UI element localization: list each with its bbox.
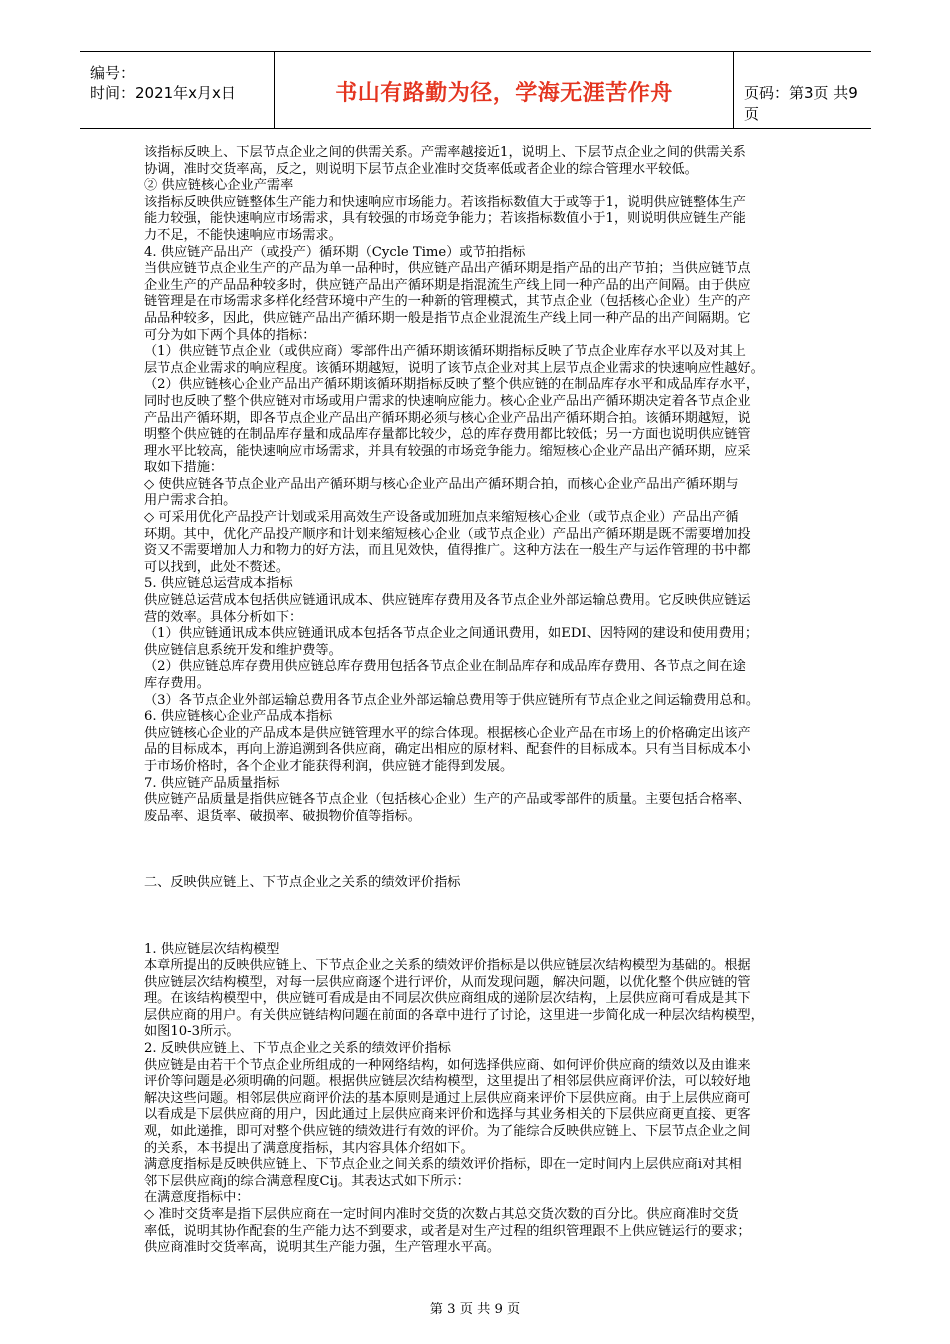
body-line: 层节点企业需求的响应程度。该循环期越短，说明了该节点企业对其上层节点企业需求的快速响应性越好。 — [144, 360, 764, 376]
body-line: （1）供应链节点企业（或供应商）零部件出产循环期该循环期指标反映了节点企业库存水平以及对其上 — [144, 344, 746, 360]
body-line: 品的目标成本，再向上游追溯到各供应商，确定出相应的原材料、配套件的目标成本。只有当目标成本小 — [144, 742, 751, 758]
body-line: 链管理是在市场需求多样化经营环境中产生的一种新的管理模式，其节点企业（包括核心企业）生产的产 — [144, 294, 751, 310]
body-line: 品品种较多，因此，供应链产品出产循环期一般是指节点企业混流生产线上同一种产品的出产间隔期。它 — [144, 310, 751, 326]
body-line: （1）供应链通讯成本供应链通讯成本包括各节点企业之间通讯费用，如EDI、因特网的建设和使用费用； — [144, 626, 759, 642]
body-line: 资又不需要增加人力和物力的好方法，而且见效快，值得推广。这种方法在一般生产与运作管理的书中都 — [144, 543, 751, 559]
body-line: 如图10-3所示。 — [144, 1024, 240, 1040]
body-line: ◇ 可采用优化产品投产计划或采用高效生产设备或加班加点来缩短核心企业（或节点企业）产品出产循 — [144, 510, 739, 526]
body-line: 4. 供应链产品出产（或投产）循环期（Cycle Time）或节拍指标 — [144, 244, 526, 260]
body-line: 1. 供应链层次结构模型 — [144, 941, 280, 957]
body-line: 7. 供应链产品质量指标 — [144, 775, 280, 791]
body-line: 供应链核心企业的产品成本是供应链管理水平的综合体现。根据核心企业产品在市场上的价格确定出该产 — [144, 725, 751, 741]
body-line: ◇ 准时交货率是指下层供应商在一定时间内准时交货的次数占其总交货次数的百分比。供应商准时交货 — [144, 1207, 739, 1222]
page-footer: 第 3 页 共 9 页 — [429, 1302, 521, 1317]
blank-line — [144, 925, 809, 942]
body-line: 二、反映供应链上、下节点企业之关系的绩效评价指标 — [144, 875, 461, 891]
body-line: 理。在该结构模型中，供应链可看成是由不同层次供应商组成的递阶层次结构，上层供应商可看成是其下 — [144, 991, 751, 1007]
blank-line — [144, 892, 809, 909]
body-line: 可分为如下两个具体的指标： — [144, 327, 316, 343]
header-meta-cell — [80, 52, 274, 128]
body-line: 理水平比较高，能快速响应市场需求，并具有较强的市场竞争能力。缩短核心企业产品出产循环期，应采 — [144, 443, 751, 459]
document-time-label: 时间：2021年x月x日 — [90, 84, 236, 102]
body-line: 该指标反映供应链整体生产能力和快速响应市场能力。若该指标数值大于或等于1，说明供应链整体生产 — [144, 194, 746, 210]
body-line: 产品出产循环期，即各节点企业产品出产循环期必须与核心企业产品出产循环期合拍。该循环期越短，说 — [144, 410, 751, 426]
body-line: 废品率、退货率、破损率、破损物价值等指标。 — [144, 808, 421, 824]
body-line: 以看成是下层供应商的用户，因此通过上层供应商来评价和选择与其业务相关的下层供应商更直接、更客 — [144, 1107, 751, 1123]
body-line: 的关系，本书提出了满意度指标，其内容具体介绍如下。 — [144, 1140, 474, 1156]
body-line: （3）各节点企业外部运输总费用各节点企业外部运输总费用等于供应链所有节点企业之间运输费用总和。 — [144, 692, 760, 708]
body-line: 于市场价格时，各个企业才能获得利润，供应链才能得到发展。 — [144, 758, 514, 774]
body-line: 营的效率。具体分析如下： — [144, 609, 303, 625]
document-body — [144, 145, 809, 1257]
body-line: 2. 反映供应链上、下节点企业之关系的绩效评价指标 — [144, 1041, 451, 1057]
body-line: 供应链是由若干个节点企业所组成的一种网络结构，如何选择供应商、如何评价供应商的绩效以及由谁来 — [144, 1057, 751, 1073]
body-line: 供应商准时交货率高，说明其生产能力强，生产管理水平高。 — [144, 1240, 501, 1256]
body-line: 该指标反映上、下层节点企业之间的供需关系。产需率越接近1，说明上、下层节点企业之间的供需关系 — [144, 145, 746, 160]
body-line: （2）供应链总库存费用供应链总库存费用包括各节点企业在制品库存和成品库存费用、各节点之间在途 — [144, 659, 746, 675]
body-line: 率低，说明其协作配套的生产能力达不到要求，或者是对生产过程的组织管理跟不上供应链运行的要求； — [144, 1223, 751, 1239]
body-line: 用户需求合拍。 — [144, 493, 237, 509]
body-line: 供应链产品质量是指供应链各节点企业（包括核心企业）生产的产品或零部件的质量。主要包括合格率、 — [144, 792, 751, 808]
header-motto-cell — [274, 52, 734, 128]
body-line: 供应链信息系统开发和维护费等。 — [144, 642, 342, 658]
body-line: 可以找到，此处不赘述。 — [144, 559, 290, 575]
body-line: ◇ 使供应链各节点企业产品出产循环期与核心企业产品出产循环期合拍，而核心企业产品出产循环期与 — [144, 476, 739, 492]
body-line: 邻下层供应商j的综合满意程度Cij。其表达式如下所示： — [144, 1173, 470, 1189]
body-line: 在满意度指标中： — [144, 1190, 250, 1206]
body-line: 本章所提出的反映供应链上、下节点企业之关系的绩效评价指标是以供应链层次结构模型为基础的。根据 — [144, 958, 751, 974]
body-line: 能力较强，能快速响应市场需求，具有较强的市场竞争能力；若该指标数值小于1，则说明供应链生产能 — [144, 211, 746, 227]
body-line: 取如下措施： — [144, 460, 224, 476]
body-line: 6. 供应链核心企业产品成本指标 — [144, 709, 333, 725]
body-line: 协调，准时交货率高，反之，则说明下层节点企业准时交货率低或者企业的综合管理水平较低。 — [144, 161, 698, 177]
body-line: 观，如此递推，即可对整个供应链的绩效进行有效的评价。为了能综合反映供应链上、下层节点企业之间 — [144, 1124, 751, 1140]
body-line: 同时也反映了整个供应链对市场或用户需求的快速响应能力。核心企业产品出产循环期决定着各节点企业 — [144, 393, 751, 409]
body-line: 环期。其中，优化产品投产顺序和计划来缩短核心企业（或节点企业）产品出产循环期是既不需要增加投 — [144, 526, 751, 542]
body-line: 层供应商的用户。有关供应链结构问题在前面的各章中进行了讨论，这里进一步简化成一种层次结构模型， — [144, 1007, 764, 1023]
body-line: 供应链层次结构模型，对每一层供应商逐个进行评价，从而发现问题，解决问题，以优化整个供应链的管 — [144, 974, 751, 990]
body-line: 解决这些问题。相邻层供应商评价法的基本原则是通过上层供应商来评价下层供应商。由于上层供应商可 — [144, 1090, 751, 1106]
body-line: 企业生产的产品品种较多时，供应链产品出产循环期是指混流生产线上同一种产品的出产间隔。由于供应 — [144, 277, 751, 293]
body-line: 满意度指标是反映供应链上、下节点企业之间关系的绩效评价指标，即在一定时间内上层供应商i对其相 — [144, 1157, 742, 1173]
page-header — [80, 51, 871, 129]
blank-line — [144, 825, 809, 842]
body-line: 供应链总运营成本包括供应链通讯成本、供应链库存费用及各节点企业外部运输总费用。它反映供应链运 — [144, 593, 751, 609]
header-page-info: 页码：第3页 共9页 — [744, 84, 858, 123]
body-line: 明整个供应链的在制品库存量和成品库存量都比较少，总的库存费用都比较低；另一方面也说明供应链管 — [144, 427, 751, 443]
header-motto: 书山有路勤为径，学海无涯苦作舟 — [335, 81, 673, 106]
document-number-label: 编号： — [90, 64, 136, 82]
body-line: 当供应链节点企业生产的产品为单一品种时，供应链产品出产循环期是指产品的出产节拍；当供应链节点 — [144, 261, 751, 277]
body-line: 评价等问题是必须明确的问题。根据供应链层次结构模型，这里提出了相邻层供应商评价法，可以较好地 — [144, 1074, 751, 1090]
header-page-cell — [733, 52, 871, 128]
body-line: （2）供应链核心企业产品出产循环期该循环期指标反映了整个供应链的在制品库存水平和成品库存水平， — [144, 377, 760, 393]
blank-line — [144, 908, 809, 925]
body-line: 5. 供应链总运营成本指标 — [144, 576, 293, 592]
body-line: ② 供应链核心企业产需率 — [144, 178, 294, 194]
body-line: 力不足，不能快速响应市场需求。 — [144, 227, 342, 243]
blank-line — [144, 859, 809, 876]
body-line: 库存费用。 — [144, 676, 210, 691]
blank-line — [144, 842, 809, 859]
